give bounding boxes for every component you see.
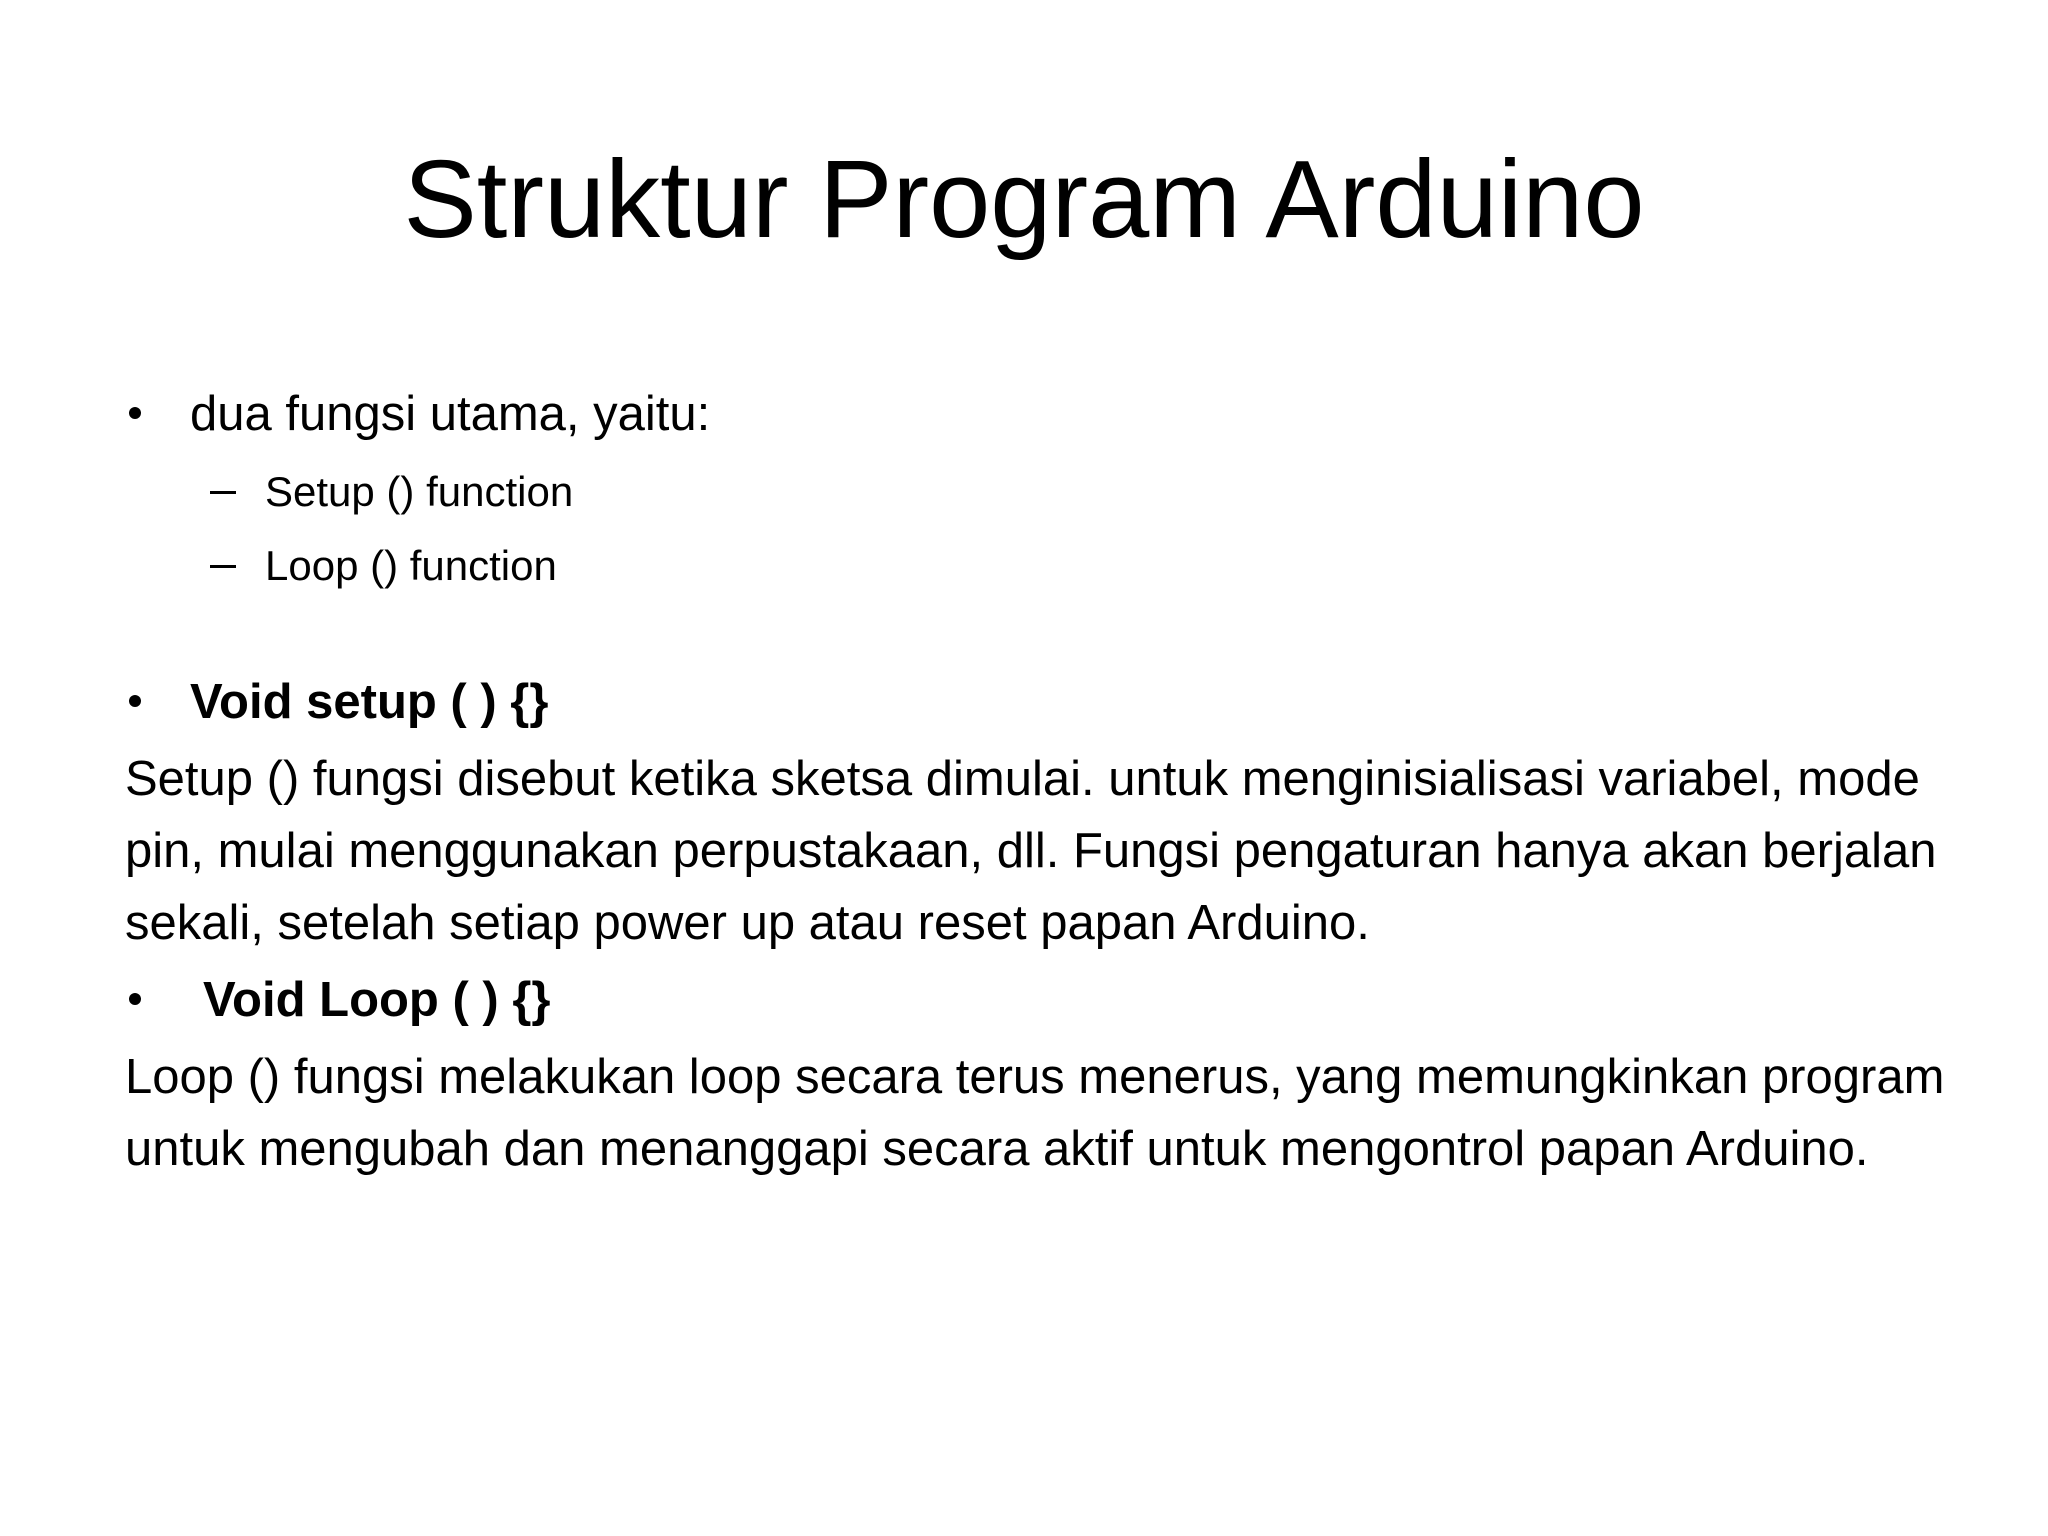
bullet-intro-text: dua fungsi utama, yaitu: [190,387,711,441]
dash-icon [210,565,236,568]
dash-icon [210,491,236,494]
sub-item-setup [125,467,1965,517]
bullet-loop-heading [125,971,1965,1029]
loop-heading-text: Void Loop ( ) {} [203,973,551,1027]
bullet-setup-heading [125,673,1965,731]
sub-item-loop [125,541,1965,591]
slide-title: Struktur Program Arduino [403,138,1645,261]
sub-item-loop-text: Loop () function [265,542,557,589]
loop-paragraph: Loop () fungsi melakukan loop secara terus menerus, yang memungkinkan program untuk mengubah dan menanggapi secara aktif untuk mengontrol papan Arduino. [125,1050,1945,1176]
setup-heading-text: Void setup ( ) {} [190,675,549,729]
bullet-intro [125,385,1965,443]
slide-body [125,385,1965,1185]
setup-paragraph: Setup () fungsi disebut ketika sketsa dimulai. untuk menginisialisasi variabel, mode pin, mulai menggunakan perpustakaan, dll. Fungsi pengaturan hanya akan berjalan sekali, setelah setiap power up atau reset papan Arduino. [125,752,1937,950]
sub-item-setup-text: Setup () function [265,468,574,515]
